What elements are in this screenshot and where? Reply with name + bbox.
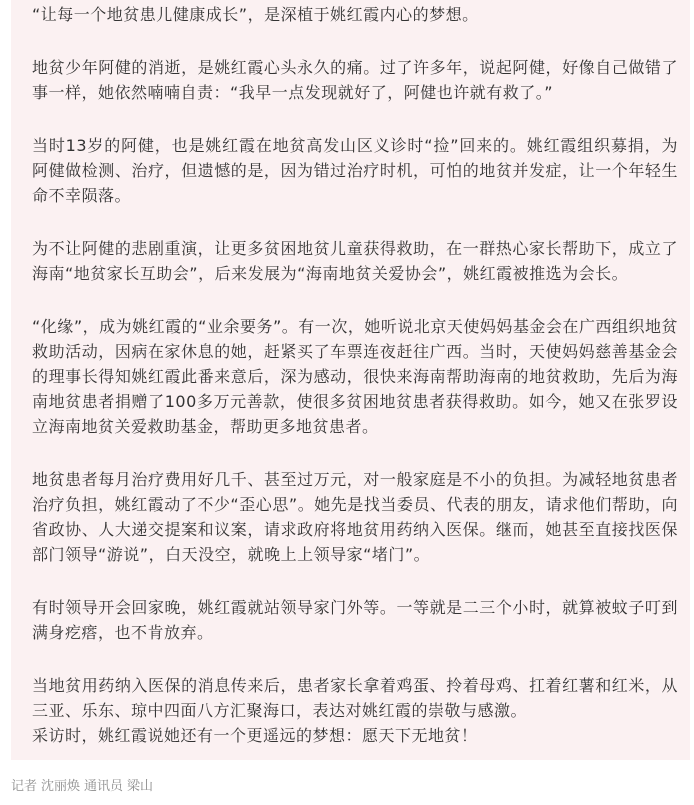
paragraph-ajian-loss: 地贫少年阿健的消逝，是姚红霞心头永久的痛。过了许多年，说起阿健，好像自己做错了事一样，她依然喃喃自责：“我早一点发现就好了，阿健也许就有救了。” xyxy=(32,58,678,102)
correspondent-name: 梁山 xyxy=(127,779,154,794)
paragraph-dream: “让每一个地贫患儿健康成长”，是深植于姚红霞内心的梦想。 xyxy=(32,5,479,24)
paragraph-waiting: 有时领导开会回家晚，姚红霞就站领导家门外等。一等就是二三个小时，就算被蚊子叮到满身疙瘩，也不肯放弃。 xyxy=(32,598,678,642)
article-body xyxy=(11,0,690,760)
paragraph-fundraising: “化缘”，成为姚红霞的“业余要务”。有一次，她听说北京天使妈妈基金会在广西组织地贫救助活动，因病在家休息的她，赶紧买了车票连夜赶往广西。当时，天使妈妈慈善基金会的理事长得知姚红霞此番来意后，深为感动，很快来海南帮助海南的地贫救助，先后为海南地贫患者捐赠了100多万元善款，使很多贫困地贫患者获得救助。如今，她又在张罗设立海南地贫关爱救助基金，帮助更多地贫患者。 xyxy=(32,317,678,436)
reporter-label: 记者 xyxy=(11,779,38,794)
paragraph-association: 为不让阿健的悲剧重演，让更多贫困地贫儿童获得救助，在一群热心家长帮助下，成立了海南“地贫家长互助会”，后来发展为“海南地贫关爱协会”，姚红霞被推选为会长。 xyxy=(32,239,678,283)
paragraph-ajian-story: 当时13岁的阿健，也是姚红霞在地贫高发山区义诊时“捡”回来的。姚红霞组织募捐，为阿健做检测、治疗，但遗憾的是，因为错过治疗时机，可怕的地贫并发症，让一个年轻生命不幸陨落。 xyxy=(32,136,678,205)
reporter-name: 沈丽焕 xyxy=(41,779,81,794)
paragraph-gratitude: 当地贫用药纳入医保的消息传来后，患者家长拿着鸡蛋、拎着母鸡、扛着红薯和红米，从三亚、乐东、琼中四面八方汇聚海口，表达对姚红霞的崇敬与感激。 xyxy=(32,676,678,720)
paragraph-final-dream: 采访时，姚红霞说她还有一个更遥远的梦想：愿天下无地贫！ xyxy=(32,726,478,745)
correspondent-label: 通讯员 xyxy=(84,779,124,794)
byline xyxy=(11,776,157,798)
paragraph-insurance: 地贫患者每月治疗费用好几千、甚至过万元，对一般家庭是不小的负担。为减轻地贫患者治疗负担，姚红霞动了不少“歪心思”。她先是找当委员、代表的朋友，请求他们帮助，向省政协、人大递交提案和议案，请求政府将地贫用药纳入医保。继而，她甚至直接找医保部门领导“游说”，白天没空，就晚上上领导家“堵门”。 xyxy=(32,470,678,564)
